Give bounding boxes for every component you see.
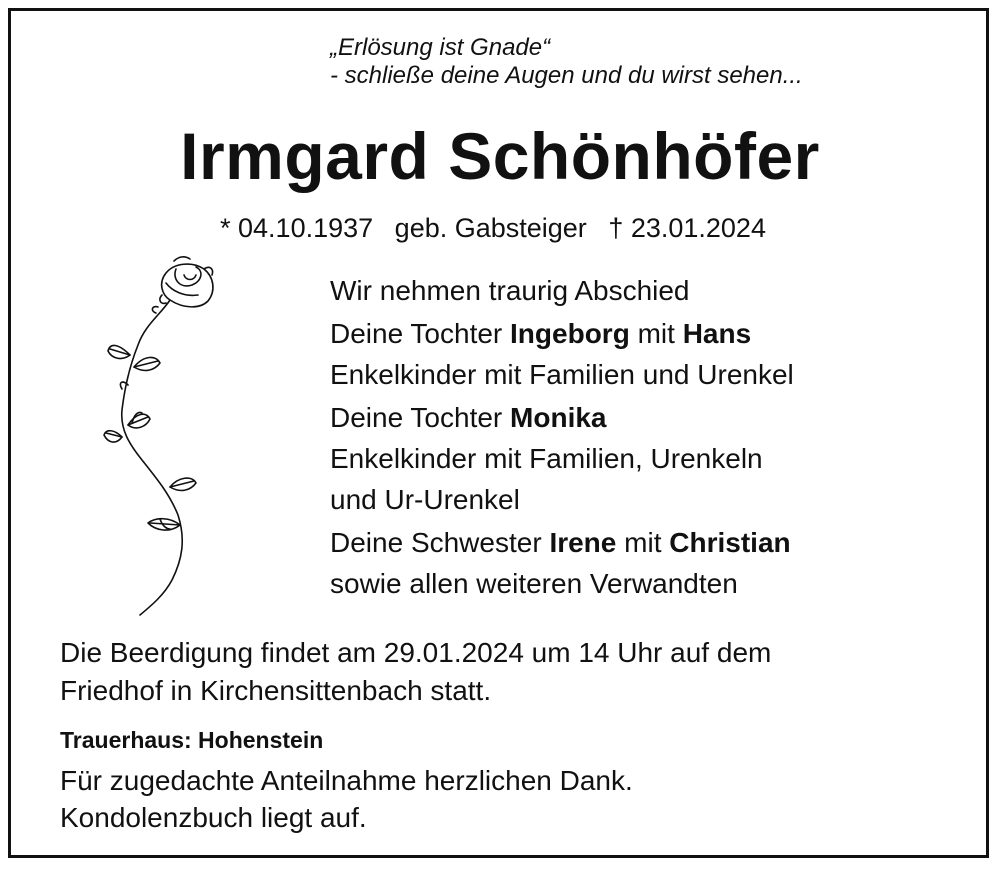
text: Deine Schwester xyxy=(330,527,550,558)
deceased-name: Irmgard Schönhöfer xyxy=(180,119,820,193)
text: mit xyxy=(616,527,670,558)
birth-date: * 04.10.1937 xyxy=(220,213,374,243)
mourner-group-ingeborg xyxy=(330,313,794,395)
group-3-line-1 xyxy=(330,522,794,563)
quote xyxy=(330,34,803,90)
quote-line-2: - schließe deine Augen und du wirst sehen... xyxy=(330,62,803,89)
name-hans: Hans xyxy=(682,318,752,349)
mourners-list xyxy=(330,270,794,606)
text: Deine Tochter xyxy=(330,402,511,433)
group-2-line-3: und Ur-Urenkel xyxy=(330,484,520,515)
name-monika: Monika xyxy=(510,402,607,433)
name-christian: Christian xyxy=(669,527,791,558)
funeral-line-2: Friedhof in Kirchensittenbach statt. xyxy=(60,675,492,706)
quote-line-1: „Erlösung ist Gnade“ xyxy=(330,34,551,61)
text: Deine Tochter xyxy=(330,318,511,349)
group-2-line-2: Enkelkinder mit Familien, Urenkeln xyxy=(330,443,763,474)
mourners-intro xyxy=(330,270,794,311)
thanks-line-1: Für zugedachte Anteilnahme herzlichen Dank. xyxy=(60,765,633,796)
group-2-line-1 xyxy=(330,397,794,438)
mourning-house: Trauerhaus: Hohenstein xyxy=(60,727,324,753)
maiden-name: geb. Gabsteiger xyxy=(394,213,587,243)
name-irene: Irene xyxy=(549,527,617,558)
death-date: † 23.01.2024 xyxy=(608,213,766,243)
text: mit xyxy=(629,318,683,349)
group-1-line-1 xyxy=(330,313,794,354)
funeral-line-1: Die Beerdigung findet am 29.01.2024 um 14 Uhr auf dem xyxy=(60,637,772,668)
life-dates xyxy=(0,208,986,248)
group-1-line-2: Enkelkinder mit Familien und Urenkel xyxy=(330,359,794,390)
thanks-note xyxy=(60,762,633,836)
group-3-line-2: sowie allen weiteren Verwandten xyxy=(330,568,738,599)
name-ingeborg: Ingeborg xyxy=(510,318,630,349)
intro-line: Wir nehmen traurig Abschied xyxy=(330,275,690,306)
mourner-group-irene xyxy=(330,522,794,604)
rose-icon xyxy=(100,255,230,625)
mourner-group-monika xyxy=(330,397,794,520)
thanks-line-2: Kondolenzbuch liegt auf. xyxy=(60,802,367,833)
funeral-info xyxy=(60,634,771,710)
